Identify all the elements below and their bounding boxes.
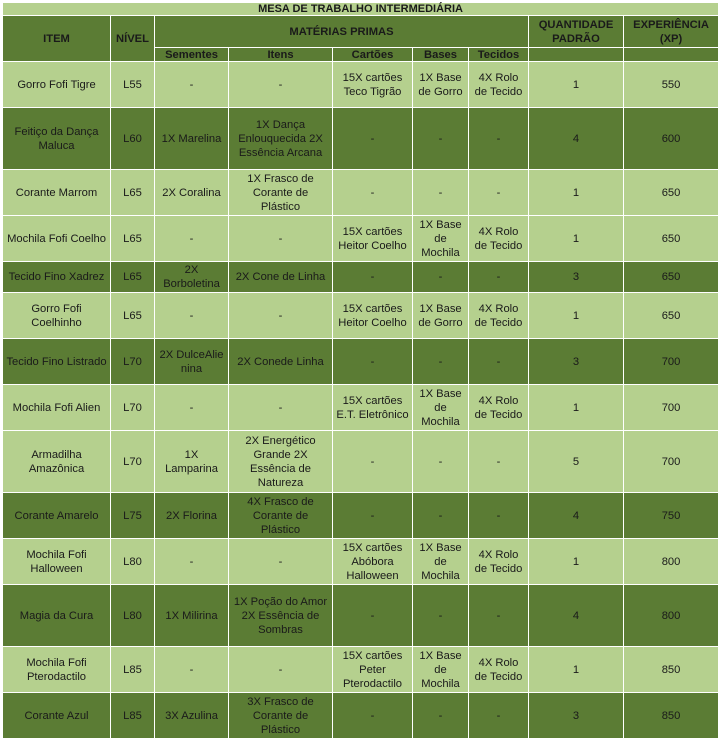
cell-item: Corante Amarelo bbox=[3, 493, 111, 539]
cell-itens: - bbox=[229, 647, 333, 693]
cell-tecidos: 4X Rolo de Tecido bbox=[469, 293, 529, 339]
cell-cartoes: 15X cartões Heitor Coelho bbox=[333, 293, 413, 339]
cell-bases: - bbox=[413, 693, 469, 739]
cell-xp: 650 bbox=[624, 216, 719, 262]
cell-itens: - bbox=[229, 385, 333, 431]
header-experiencia-blank bbox=[624, 48, 719, 62]
cell-xp: 650 bbox=[624, 262, 719, 293]
header-sementes: Sementes bbox=[155, 48, 229, 62]
cell-sementes: 2X DulceAlienina bbox=[155, 339, 229, 385]
cell-nivel: L85 bbox=[111, 693, 155, 739]
cell-nivel: L70 bbox=[111, 431, 155, 493]
header-nivel: NÍVEL bbox=[111, 16, 155, 62]
cell-sementes: - bbox=[155, 647, 229, 693]
cell-tecidos: 4X Rolo de Tecido bbox=[469, 385, 529, 431]
cell-item: Gorro Fofi Coelhinho bbox=[3, 293, 111, 339]
table-row bbox=[3, 339, 719, 385]
cell-item: Corante Azul bbox=[3, 693, 111, 739]
cell-cartoes: - bbox=[333, 108, 413, 170]
cell-sementes: 1X Marelina bbox=[155, 108, 229, 170]
cell-xp: 550 bbox=[624, 62, 719, 108]
table-title: MESA DE TRABALHO INTERMEDIÁRIA bbox=[3, 3, 719, 16]
cell-bases: - bbox=[413, 108, 469, 170]
cell-itens: 1X Dança Enlouquecida 2X Essência Arcana bbox=[229, 108, 333, 170]
cell-item: Mochila Fofi Coelho bbox=[3, 216, 111, 262]
table-row bbox=[3, 216, 719, 262]
cell-item: Mochila Fofi Pterodactilo bbox=[3, 647, 111, 693]
table-row bbox=[3, 385, 719, 431]
cell-tecidos: - bbox=[469, 339, 529, 385]
cell-quantidade: 1 bbox=[529, 170, 624, 216]
cell-bases: 1X Base de Mochila bbox=[413, 539, 469, 585]
table-row bbox=[3, 431, 719, 493]
cell-bases: - bbox=[413, 262, 469, 293]
cell-itens: - bbox=[229, 293, 333, 339]
cell-quantidade: 4 bbox=[529, 493, 624, 539]
cell-nivel: L80 bbox=[111, 539, 155, 585]
cell-xp: 700 bbox=[624, 431, 719, 493]
cell-bases: - bbox=[413, 170, 469, 216]
cell-tecidos: 4X Rolo de Tecido bbox=[469, 216, 529, 262]
cell-sementes: 1X Lamparina bbox=[155, 431, 229, 493]
cell-xp: 650 bbox=[624, 170, 719, 216]
table-row bbox=[3, 108, 719, 170]
cell-nivel: L65 bbox=[111, 293, 155, 339]
cell-bases: - bbox=[413, 339, 469, 385]
cell-quantidade: 4 bbox=[529, 585, 624, 647]
cell-xp: 750 bbox=[624, 493, 719, 539]
table-row bbox=[3, 62, 719, 108]
cell-quantidade: 5 bbox=[529, 431, 624, 493]
cell-itens: 2X Conede Linha bbox=[229, 339, 333, 385]
cell-nivel: L85 bbox=[111, 647, 155, 693]
header-itens: Itens bbox=[229, 48, 333, 62]
cell-cartoes: - bbox=[333, 493, 413, 539]
cell-cartoes: - bbox=[333, 170, 413, 216]
cell-tecidos: - bbox=[469, 585, 529, 647]
cell-cartoes: - bbox=[333, 431, 413, 493]
cell-bases: 1X Base de Gorro bbox=[413, 293, 469, 339]
cell-cartoes: 15X cartões Heitor Coelho bbox=[333, 216, 413, 262]
cell-nivel: L60 bbox=[111, 108, 155, 170]
cell-xp: 850 bbox=[624, 647, 719, 693]
cell-tecidos: - bbox=[469, 170, 529, 216]
table-row bbox=[3, 647, 719, 693]
cell-sementes: - bbox=[155, 62, 229, 108]
cell-itens: 1X Poção do Amor 2X Essência de Sombras bbox=[229, 585, 333, 647]
cell-bases: 1X Base de Mochila bbox=[413, 385, 469, 431]
table-row bbox=[3, 170, 719, 216]
cell-sementes: - bbox=[155, 293, 229, 339]
cell-bases: - bbox=[413, 493, 469, 539]
cell-sementes: - bbox=[155, 539, 229, 585]
cell-itens: - bbox=[229, 62, 333, 108]
cell-tecidos: 4X Rolo de Tecido bbox=[469, 647, 529, 693]
header-materias: MATÉRIAS PRIMAS bbox=[155, 16, 529, 48]
cell-bases: 1X Base de Mochila bbox=[413, 216, 469, 262]
cell-nivel: L70 bbox=[111, 339, 155, 385]
cell-quantidade: 4 bbox=[529, 108, 624, 170]
cell-itens: 2X Cone de Linha bbox=[229, 262, 333, 293]
cell-nivel: L70 bbox=[111, 385, 155, 431]
header-experiencia: EXPERIÊNCIA (XP) bbox=[624, 16, 719, 48]
crafting-table bbox=[2, 2, 719, 739]
cell-sementes: 3X Azulina bbox=[155, 693, 229, 739]
cell-quantidade: 1 bbox=[529, 293, 624, 339]
cell-item: Magia da Cura bbox=[3, 585, 111, 647]
cell-itens: 4X Frasco de Corante de Plástico bbox=[229, 493, 333, 539]
cell-bases: - bbox=[413, 585, 469, 647]
cell-quantidade: 1 bbox=[529, 216, 624, 262]
cell-xp: 800 bbox=[624, 585, 719, 647]
cell-quantidade: 3 bbox=[529, 693, 624, 739]
cell-item: Feitiço da Dança Maluca bbox=[3, 108, 111, 170]
cell-bases: 1X Base de Mochila bbox=[413, 647, 469, 693]
cell-nivel: L55 bbox=[111, 62, 155, 108]
cell-tecidos: 4X Rolo de Tecido bbox=[469, 539, 529, 585]
cell-cartoes: 15X cartões Abóbora Halloween bbox=[333, 539, 413, 585]
cell-xp: 850 bbox=[624, 693, 719, 739]
cell-quantidade: 1 bbox=[529, 385, 624, 431]
cell-nivel: L65 bbox=[111, 216, 155, 262]
cell-xp: 650 bbox=[624, 293, 719, 339]
cell-nivel: L80 bbox=[111, 585, 155, 647]
cell-cartoes: - bbox=[333, 585, 413, 647]
cell-nivel: L65 bbox=[111, 262, 155, 293]
cell-xp: 600 bbox=[624, 108, 719, 170]
cell-xp: 700 bbox=[624, 339, 719, 385]
cell-tecidos: - bbox=[469, 493, 529, 539]
cell-item: Mochila Fofi Alien bbox=[3, 385, 111, 431]
cell-item: Tecido Fino Listrado bbox=[3, 339, 111, 385]
cell-cartoes: 15X cartões Teco Tigrão bbox=[333, 62, 413, 108]
cell-xp: 700 bbox=[624, 385, 719, 431]
cell-quantidade: 1 bbox=[529, 539, 624, 585]
header-bases: Bases bbox=[413, 48, 469, 62]
cell-item: Gorro Fofi Tigre bbox=[3, 62, 111, 108]
cell-sementes: 2X Coralina bbox=[155, 170, 229, 216]
cell-tecidos: - bbox=[469, 693, 529, 739]
cell-cartoes: - bbox=[333, 262, 413, 293]
cell-sementes: 2X Borboletina bbox=[155, 262, 229, 293]
table-row bbox=[3, 539, 719, 585]
cell-item: Mochila Fofi Halloween bbox=[3, 539, 111, 585]
cell-tecidos: - bbox=[469, 431, 529, 493]
cell-cartoes: 15X cartões E.T. Eletrônico bbox=[333, 385, 413, 431]
cell-tecidos: - bbox=[469, 262, 529, 293]
header-cartoes: Cartões bbox=[333, 48, 413, 62]
cell-cartoes: - bbox=[333, 693, 413, 739]
cell-quantidade: 1 bbox=[529, 62, 624, 108]
cell-quantidade: 1 bbox=[529, 647, 624, 693]
cell-tecidos: - bbox=[469, 108, 529, 170]
cell-sementes: - bbox=[155, 216, 229, 262]
table-row bbox=[3, 493, 719, 539]
cell-nivel: L75 bbox=[111, 493, 155, 539]
table-row bbox=[3, 293, 719, 339]
cell-bases: - bbox=[413, 431, 469, 493]
cell-itens: 3X Frasco de Corante de Plástico bbox=[229, 693, 333, 739]
cell-item: Armadilha Amazônica bbox=[3, 431, 111, 493]
cell-itens: 1X Frasco de Corante de Plástico bbox=[229, 170, 333, 216]
cell-bases: 1X Base de Gorro bbox=[413, 62, 469, 108]
table-row bbox=[3, 262, 719, 293]
cell-sementes: - bbox=[155, 385, 229, 431]
cell-sementes: 1X Milirina bbox=[155, 585, 229, 647]
header-item: ITEM bbox=[3, 16, 111, 62]
cell-itens: - bbox=[229, 539, 333, 585]
cell-tecidos: 4X Rolo de Tecido bbox=[469, 62, 529, 108]
cell-item: Tecido Fino Xadrez bbox=[3, 262, 111, 293]
cell-cartoes: 15X cartões Peter Pterodactilo bbox=[333, 647, 413, 693]
table-row bbox=[3, 693, 719, 739]
cell-quantidade: 3 bbox=[529, 262, 624, 293]
cell-nivel: L65 bbox=[111, 170, 155, 216]
cell-xp: 800 bbox=[624, 539, 719, 585]
table-row bbox=[3, 585, 719, 647]
cell-itens: 2X Energético Grande 2X Essência de Natureza bbox=[229, 431, 333, 493]
cell-sementes: 2X Florina bbox=[155, 493, 229, 539]
cell-itens: - bbox=[229, 216, 333, 262]
header-quantidade-blank bbox=[529, 48, 624, 62]
cell-item: Corante Marrom bbox=[3, 170, 111, 216]
cell-cartoes: - bbox=[333, 339, 413, 385]
cell-quantidade: 3 bbox=[529, 339, 624, 385]
header-tecidos: Tecidos bbox=[469, 48, 529, 62]
header-quantidade: QUANTIDADE PADRÃO bbox=[529, 16, 624, 48]
